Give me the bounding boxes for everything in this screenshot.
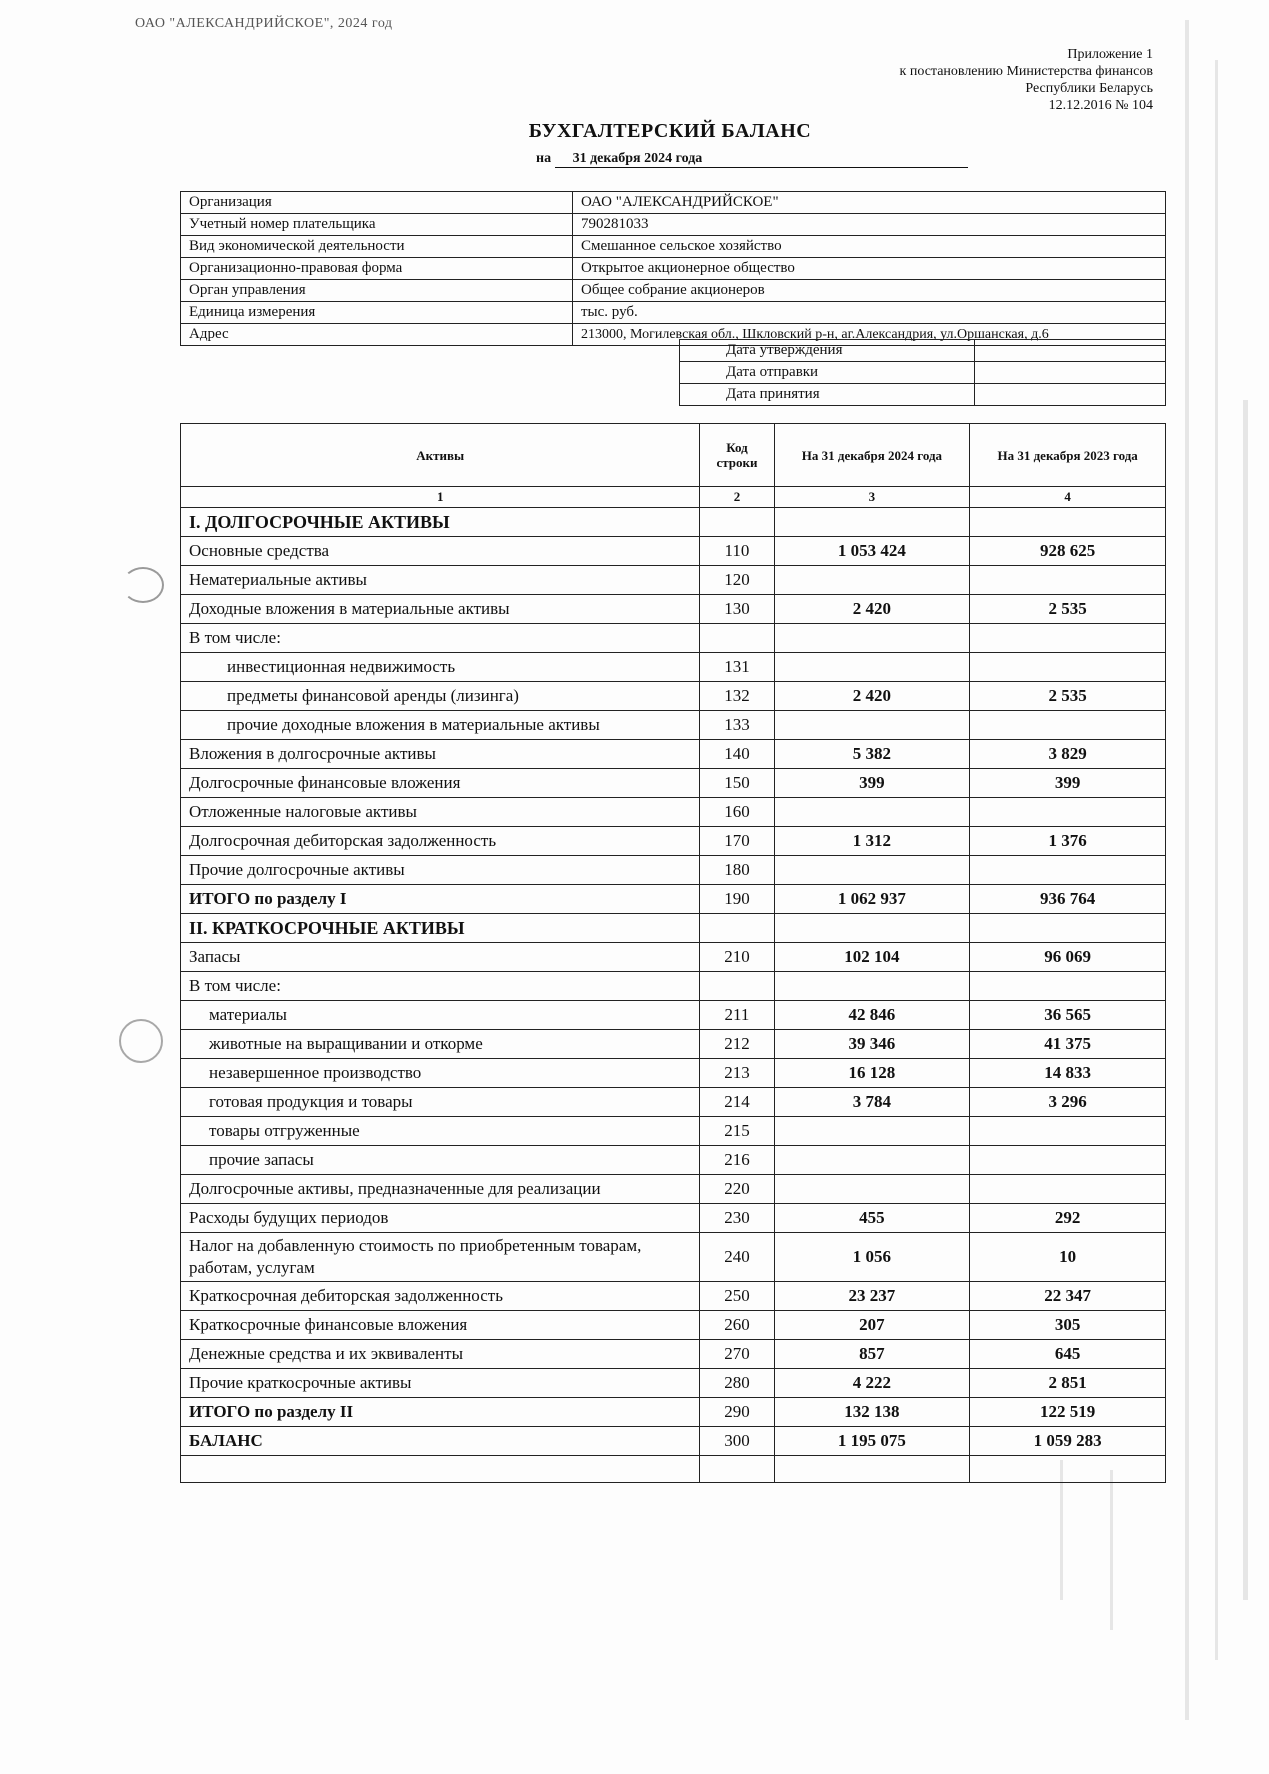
row-code: 140	[700, 740, 774, 769]
row-name: ИТОГО по разделу I	[181, 885, 700, 914]
balance-row	[181, 1369, 1166, 1398]
org-info-row	[181, 192, 1166, 214]
row-code: 290	[700, 1398, 774, 1427]
value-previous-year: 1 059 283	[970, 1427, 1166, 1456]
blank-cell	[700, 1456, 774, 1483]
balance-row	[181, 798, 1166, 827]
balance-row	[181, 682, 1166, 711]
date-prefix: на	[536, 151, 552, 166]
value-current-year	[774, 508, 970, 537]
margin-pencil-mark	[119, 1019, 163, 1063]
value-previous-year: 36 565	[970, 1001, 1166, 1030]
row-name: прочие доходные вложения в материальные активы	[181, 711, 700, 740]
value-previous-year: 14 833	[970, 1059, 1166, 1088]
value-current-year	[774, 1117, 970, 1146]
column-index: 3	[774, 487, 970, 508]
blank-cell	[970, 1456, 1166, 1483]
org-info-row	[181, 302, 1166, 324]
value-previous-year: 10	[970, 1233, 1166, 1282]
row-name: Отложенные налоговые активы	[181, 798, 700, 827]
balance-row	[181, 537, 1166, 566]
value-previous-year	[970, 1117, 1166, 1146]
balance-row	[181, 1204, 1166, 1233]
value-current-year	[774, 1146, 970, 1175]
balance-row	[181, 1059, 1166, 1088]
row-code: 150	[700, 769, 774, 798]
org-info-row	[181, 236, 1166, 258]
balance-row	[181, 1340, 1166, 1369]
value-current-year: 3 784	[774, 1088, 970, 1117]
value-previous-year: 3 829	[970, 740, 1166, 769]
value-current-year: 5 382	[774, 740, 970, 769]
header-code: Код строки	[700, 424, 774, 487]
row-name: Основные средства	[181, 537, 700, 566]
dates-table	[679, 339, 1166, 406]
value-current-year	[774, 1175, 970, 1204]
row-name: животные на выращивании и откорме	[181, 1030, 700, 1059]
value-previous-year: 41 375	[970, 1030, 1166, 1059]
row-name: Расходы будущих периодов	[181, 1204, 700, 1233]
org-info-label: Организационно-правовая форма	[181, 258, 573, 280]
value-current-year: 23 237	[774, 1282, 970, 1311]
balance-row	[181, 856, 1166, 885]
row-code	[700, 624, 774, 653]
top-header: ОАО "АЛЕКСАНДРИЙСКОЕ", 2024 год	[135, 16, 393, 31]
date-value: 31 декабря 2024 года	[555, 151, 968, 168]
value-previous-year	[970, 711, 1166, 740]
org-info-label: Единица измерения	[181, 302, 573, 324]
blank-row	[181, 1456, 1166, 1483]
header-assets: Активы	[181, 424, 700, 487]
organization-info-table	[180, 191, 1166, 346]
value-current-year: 4 222	[774, 1369, 970, 1398]
row-code: 250	[700, 1282, 774, 1311]
row-name: БАЛАНС	[181, 1427, 700, 1456]
header-current-year: На 31 декабря 2024 года	[774, 424, 970, 487]
date-value-cell	[975, 362, 1166, 384]
balance-row	[181, 1282, 1166, 1311]
row-name: товары отгруженные	[181, 1117, 700, 1146]
row-name: В том числе:	[181, 972, 700, 1001]
row-code: 220	[700, 1175, 774, 1204]
row-name: В том числе:	[181, 624, 700, 653]
header-previous-year: На 31 декабря 2023 года	[970, 424, 1166, 487]
value-previous-year	[970, 624, 1166, 653]
balance-row	[181, 943, 1166, 972]
row-name: прочие запасы	[181, 1146, 700, 1175]
value-current-year	[774, 566, 970, 595]
org-info-value: ОАО "АЛЕКСАНДРИЙСКОЕ"	[573, 192, 1166, 214]
row-name: Долгосрочная дебиторская задолженность	[181, 827, 700, 856]
margin-pencil-mark	[122, 567, 164, 603]
org-info-label: Орган управления	[181, 280, 573, 302]
row-code	[700, 972, 774, 1001]
date-label: Дата принятия	[680, 384, 975, 406]
value-previous-year	[970, 914, 1166, 943]
org-info-value: Открытое акционерное общество	[573, 258, 1166, 280]
value-current-year: 39 346	[774, 1030, 970, 1059]
value-previous-year: 1 376	[970, 827, 1166, 856]
value-current-year: 42 846	[774, 1001, 970, 1030]
org-info-row	[181, 280, 1166, 302]
row-code: 270	[700, 1340, 774, 1369]
org-info-label: Адрес	[181, 324, 573, 346]
value-previous-year	[970, 972, 1166, 1001]
row-name: Налог на добавленную стоимость по приобретенным товарам, работам, услугам	[181, 1233, 700, 1282]
date-value-cell	[975, 340, 1166, 362]
row-code: 130	[700, 595, 774, 624]
document-title: БУХГАЛТЕРСКИЙ БАЛАНС	[528, 120, 812, 142]
balance-row	[181, 1030, 1166, 1059]
value-current-year: 2 420	[774, 682, 970, 711]
org-info-value: тыс. руб.	[573, 302, 1166, 324]
row-name: Краткосрочные финансовые вложения	[181, 1311, 700, 1340]
balance-row	[181, 1427, 1166, 1456]
row-code: 300	[700, 1427, 774, 1456]
balance-table	[180, 423, 1166, 1483]
row-name: незавершенное производство	[181, 1059, 700, 1088]
org-info-value: 213000, Могилевская обл., Шкловский р-н, аг.Александрия, ул.Оршанская, д.6	[573, 324, 1166, 346]
row-name: Нематериальные активы	[181, 566, 700, 595]
value-previous-year: 3 296	[970, 1088, 1166, 1117]
value-previous-year	[970, 1146, 1166, 1175]
value-current-year: 102 104	[774, 943, 970, 972]
balance-row	[181, 769, 1166, 798]
value-current-year: 16 128	[774, 1059, 970, 1088]
value-previous-year: 305	[970, 1311, 1166, 1340]
row-code: 213	[700, 1059, 774, 1088]
value-current-year: 857	[774, 1340, 970, 1369]
column-index: 1	[181, 487, 700, 508]
row-code: 230	[700, 1204, 774, 1233]
value-current-year	[774, 653, 970, 682]
value-previous-year: 292	[970, 1204, 1166, 1233]
balance-row	[181, 914, 1166, 943]
row-code	[700, 508, 774, 537]
balance-row	[181, 566, 1166, 595]
value-current-year: 2 420	[774, 595, 970, 624]
org-info-label: Организация	[181, 192, 573, 214]
value-current-year: 1 053 424	[774, 537, 970, 566]
balance-row	[181, 1117, 1166, 1146]
date-row	[680, 362, 1166, 384]
row-name: Вложения в долгосрочные активы	[181, 740, 700, 769]
row-name: Долгосрочные финансовые вложения	[181, 769, 700, 798]
row-code: 133	[700, 711, 774, 740]
balance-row	[181, 711, 1166, 740]
value-previous-year	[970, 566, 1166, 595]
row-code: 215	[700, 1117, 774, 1146]
date-label: Дата утверждения	[680, 340, 975, 362]
value-current-year	[774, 914, 970, 943]
balance-row	[181, 1146, 1166, 1175]
value-current-year: 207	[774, 1311, 970, 1340]
row-name: предметы финансовой аренды (лизинга)	[181, 682, 700, 711]
row-name: Краткосрочная дебиторская задолженность	[181, 1282, 700, 1311]
value-previous-year: 399	[970, 769, 1166, 798]
row-code: 240	[700, 1233, 774, 1282]
value-current-year: 1 056	[774, 1233, 970, 1282]
row-code: 210	[700, 943, 774, 972]
row-name: Доходные вложения в материальные активы	[181, 595, 700, 624]
report-date	[536, 151, 968, 168]
row-code: 214	[700, 1088, 774, 1117]
row-code: 160	[700, 798, 774, 827]
value-previous-year: 936 764	[970, 885, 1166, 914]
balance-row	[181, 1311, 1166, 1340]
value-current-year	[774, 972, 970, 1001]
org-info-label: Вид экономической деятельности	[181, 236, 573, 258]
org-info-row	[181, 214, 1166, 236]
appendix-line: к постановлению Министерства финансов	[899, 64, 1153, 79]
appendix-line: Республики Беларусь	[1025, 81, 1153, 96]
date-value-cell	[975, 384, 1166, 406]
value-previous-year: 645	[970, 1340, 1166, 1369]
balance-row	[181, 595, 1166, 624]
row-name: инвестиционная недвижимость	[181, 653, 700, 682]
value-previous-year	[970, 653, 1166, 682]
balance-row	[181, 1088, 1166, 1117]
row-name: II. КРАТКОСРОЧНЫЕ АКТИВЫ	[181, 914, 700, 943]
row-name: Запасы	[181, 943, 700, 972]
column-index: 2	[700, 487, 774, 508]
row-name: Прочие краткосрочные активы	[181, 1369, 700, 1398]
org-info-label: Учетный номер плательщика	[181, 214, 573, 236]
value-previous-year	[970, 798, 1166, 827]
org-info-value: Смешанное сельское хозяйство	[573, 236, 1166, 258]
row-name: I. ДОЛГОСРОЧНЫЕ АКТИВЫ	[181, 508, 700, 537]
balance-row	[181, 827, 1166, 856]
blank-cell	[181, 1456, 700, 1483]
value-current-year: 1 195 075	[774, 1427, 970, 1456]
value-current-year: 399	[774, 769, 970, 798]
org-info-value: 790281033	[573, 214, 1166, 236]
balance-row	[181, 740, 1166, 769]
balance-row	[181, 885, 1166, 914]
balance-row	[181, 1175, 1166, 1204]
appendix-line: Приложение 1	[1067, 47, 1153, 62]
row-code: 212	[700, 1030, 774, 1059]
row-code: 260	[700, 1311, 774, 1340]
value-current-year	[774, 711, 970, 740]
row-code: 131	[700, 653, 774, 682]
row-name: Прочие долгосрочные активы	[181, 856, 700, 885]
value-previous-year: 2 851	[970, 1369, 1166, 1398]
value-previous-year: 2 535	[970, 595, 1166, 624]
balance-row	[181, 972, 1166, 1001]
row-name: готовая продукция и товары	[181, 1088, 700, 1117]
row-name: ИТОГО по разделу II	[181, 1398, 700, 1427]
balance-row	[181, 624, 1166, 653]
org-info-row	[181, 258, 1166, 280]
row-code: 110	[700, 537, 774, 566]
balance-row	[181, 1233, 1166, 1282]
date-label: Дата отправки	[680, 362, 975, 384]
row-code	[700, 914, 774, 943]
value-previous-year: 2 535	[970, 682, 1166, 711]
row-code: 190	[700, 885, 774, 914]
value-current-year	[774, 624, 970, 653]
balance-row	[181, 1001, 1166, 1030]
value-previous-year: 96 069	[970, 943, 1166, 972]
balance-row	[181, 1398, 1166, 1427]
value-current-year: 1 062 937	[774, 885, 970, 914]
value-previous-year: 928 625	[970, 537, 1166, 566]
blank-cell	[774, 1456, 970, 1483]
org-info-value: Общее собрание акционеров	[573, 280, 1166, 302]
appendix-line: 12.12.2016 № 104	[1048, 98, 1153, 113]
value-previous-year	[970, 508, 1166, 537]
value-current-year: 132 138	[774, 1398, 970, 1427]
value-previous-year: 22 347	[970, 1282, 1166, 1311]
date-row	[680, 384, 1166, 406]
row-name: Долгосрочные активы, предназначенные для реализации	[181, 1175, 700, 1204]
row-code: 132	[700, 682, 774, 711]
balance-row	[181, 653, 1166, 682]
row-code: 211	[700, 1001, 774, 1030]
value-current-year: 1 312	[774, 827, 970, 856]
value-previous-year	[970, 1175, 1166, 1204]
row-code: 120	[700, 566, 774, 595]
row-code: 180	[700, 856, 774, 885]
column-index: 4	[970, 487, 1166, 508]
value-current-year	[774, 798, 970, 827]
row-name: Денежные средства и их эквиваленты	[181, 1340, 700, 1369]
date-row	[680, 340, 1166, 362]
appendix-note	[900, 46, 1153, 114]
row-code: 280	[700, 1369, 774, 1398]
row-code: 170	[700, 827, 774, 856]
row-code: 216	[700, 1146, 774, 1175]
value-current-year	[774, 856, 970, 885]
value-previous-year: 122 519	[970, 1398, 1166, 1427]
value-current-year: 455	[774, 1204, 970, 1233]
row-name: материалы	[181, 1001, 700, 1030]
value-previous-year	[970, 856, 1166, 885]
balance-row	[181, 508, 1166, 537]
